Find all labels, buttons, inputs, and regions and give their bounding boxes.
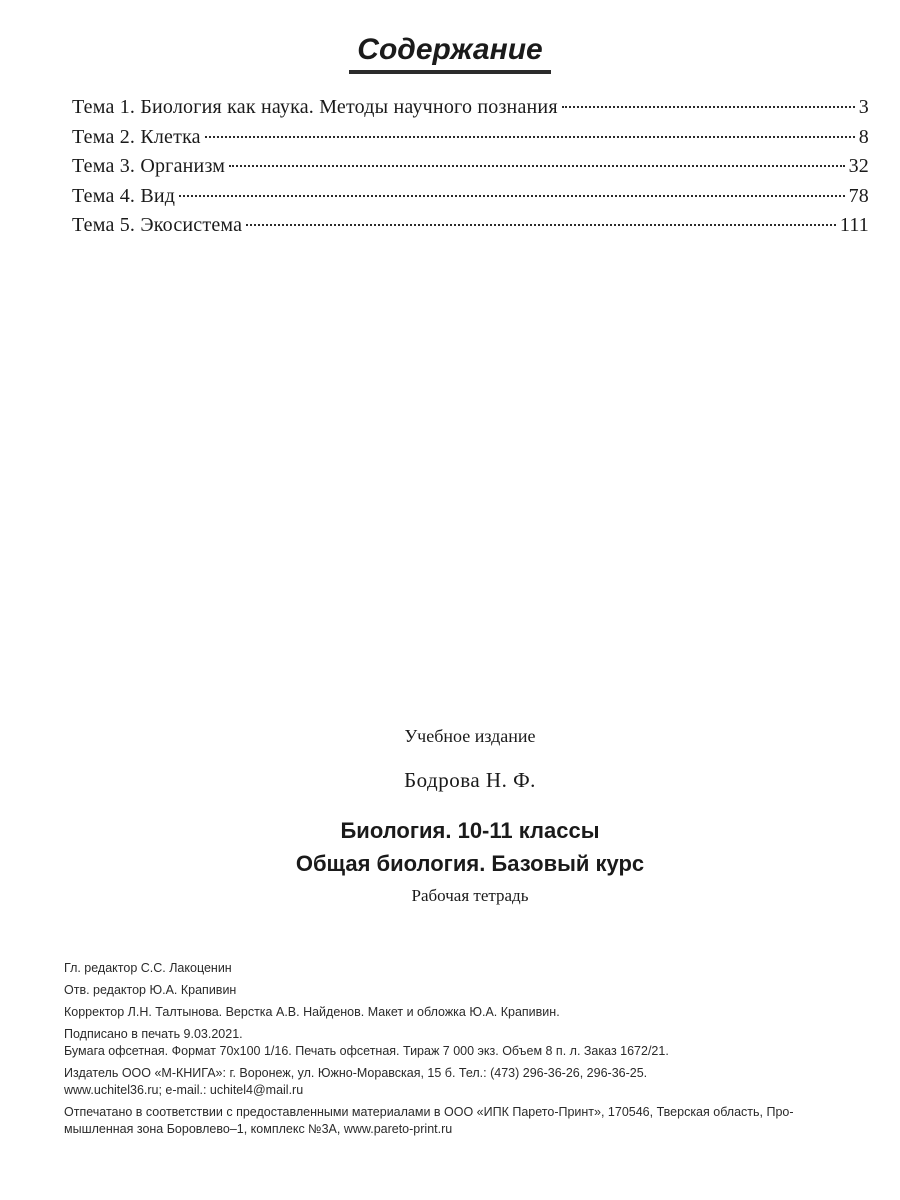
toc-item-title: Тема 5. Экосистема <box>72 214 243 236</box>
toc-item <box>72 182 869 212</box>
toc-item-title: Тема 1. Биология как наука. Методы научного познания <box>72 96 558 118</box>
edition-type: Учебное издание <box>404 726 536 746</box>
toc-heading-wrap <box>0 32 900 74</box>
toc-item-page: 78 <box>848 184 869 207</box>
chief-editor: Гл. редактор С.С. Лакоценин <box>64 961 232 975</box>
production-staff: Корректор Л.Н. Талтынова. Верстка А.В. Найденов. Макет и обложка Ю.А. Крапивин. <box>64 1005 560 1019</box>
toc-item <box>72 93 869 123</box>
toc-leader-dots <box>205 136 855 138</box>
toc-leader-dots <box>179 195 844 197</box>
publisher-web: www.uchitel36.ru; e-mail.: uchitel4@mail.ru <box>64 1083 304 1097</box>
toc-item-page: 3 <box>858 96 869 118</box>
toc-leader-dots <box>246 224 836 226</box>
publisher-info: Издатель ООО «М-КНИГА»: г. Воронеж, ул. Южно-Моравская, 15 б. Тел.: (473) 296-36-26, 296-36-25. <box>64 1066 648 1080</box>
paper-info: Бумага офсетная. Формат 70x100 1/16. Печать офсетная. Тираж 7 000 экз. Объем 8 п. л. Заказ 1672/21. <box>64 1044 669 1058</box>
toc-leader-dots <box>229 165 844 167</box>
toc-item-title: Тема 4. Вид <box>72 184 176 207</box>
toc-leader-dots <box>562 106 855 108</box>
book-subtitle: Общая биология. Базовый курс <box>295 851 645 876</box>
book-type: Рабочая тетрадь <box>411 886 529 905</box>
printer-info-line-1: Отпечатано в соответствии с предоставленными материалами в ООО «ИПК Парето-Принт», 170546, Тверская область, Про- <box>64 1105 794 1119</box>
toc-item-page: 111 <box>839 214 869 236</box>
responsible-editor: Отв. редактор Ю.А. Крапивин <box>64 983 237 997</box>
author-name: Бодрова Н. Ф. <box>404 768 536 792</box>
table-of-contents <box>72 93 869 241</box>
printer-info-line-2: мышленная зона Боровлево–1, комплекс №3А, www.pareto-print.ru <box>64 1122 453 1136</box>
book-title: Биология. 10-11 классы <box>340 818 600 843</box>
toc-item <box>72 152 869 182</box>
toc-item-page: 8 <box>858 125 869 148</box>
toc-item-title: Тема 3. Организм <box>72 155 226 177</box>
toc-item-page: 32 <box>848 155 869 177</box>
toc-heading: Содержание <box>349 32 550 74</box>
signed-to-print: Подписано в печать 9.03.2021. <box>64 1027 243 1041</box>
toc-item-title: Тема 2. Клетка <box>72 125 201 148</box>
imprint-block <box>64 960 874 1138</box>
toc-item <box>72 211 869 241</box>
toc-item <box>72 123 869 153</box>
